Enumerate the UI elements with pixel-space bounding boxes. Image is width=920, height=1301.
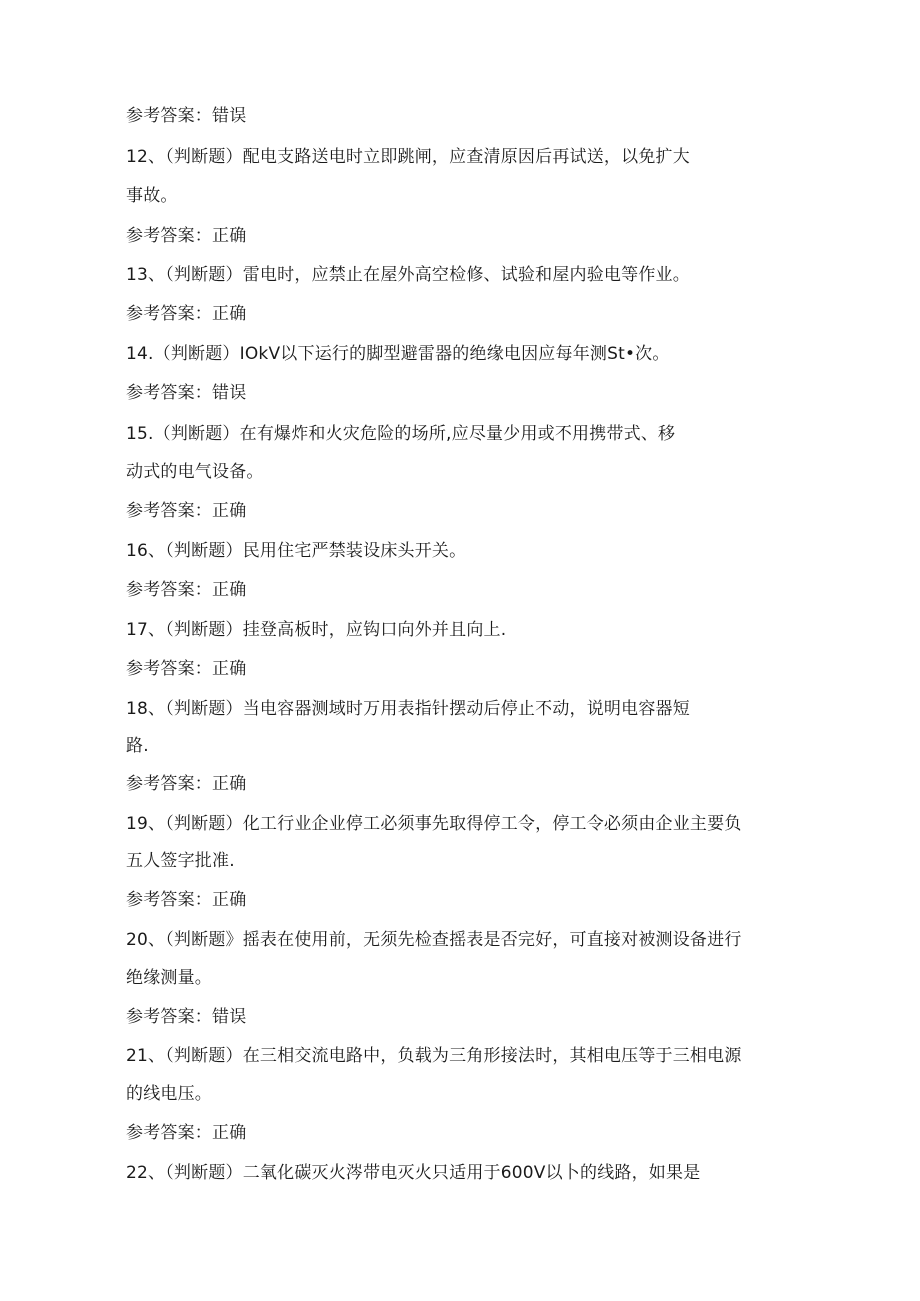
question-line: 15.（判断题）在有爆炸和火灾危险的场所,应尽量少用或不用携带式、移 [126, 424, 676, 444]
answer-line: 参考答案：正确 [126, 659, 247, 679]
question-line: 20、（判断题》摇表在使用前，无须先检查摇表是否完好，可直接对被测设备进行 [126, 930, 742, 950]
question-continuation: 事故。 [126, 186, 178, 206]
answer-line: 参考答案：错误 [126, 1007, 247, 1027]
answer-line: 参考答案：正确 [126, 501, 247, 521]
question-continuation: 动式的电气设备。 [126, 462, 264, 482]
answer-line: 参考答案：正确 [126, 226, 247, 246]
question-continuation: 五人签字批准. [126, 851, 235, 871]
question-line: 14.（判断题）IOkV以下运行的脚型避雷器的绝缘电因应每年测St•次。 [126, 344, 670, 364]
question-continuation: 的线电压。 [126, 1084, 212, 1104]
question-continuation: 绝缘测量。 [126, 968, 212, 988]
question-line: 18、（判断题）当电容器测域时万用表指针摆动后停止不动，说明电容器短 [126, 699, 690, 719]
question-line: 12、（判断题）配电支路送电时立即跳闸，应查清原因后再试送，以免扩大 [126, 147, 690, 167]
question-line: 21、（判断题）在三相交流电路中，负载为三角形接法时，其相电压等于三相电源 [126, 1046, 742, 1066]
question-continuation: 路. [126, 736, 149, 756]
answer-line: 参考答案：正确 [126, 580, 247, 600]
answer-line: 参考答案：正确 [126, 1123, 247, 1143]
answer-line: 参考答案：错误 [126, 106, 247, 126]
question-line: 17、（判断题）挂登高板时，应钩口向外并且向上. [126, 620, 507, 640]
answer-line: 参考答案：正确 [126, 304, 247, 324]
answer-line: 参考答案：正确 [126, 890, 247, 910]
question-line: 22、（判断题）二氧化碳灭火涔带电灭火只适用于600V以卜的线路，如果是 [126, 1163, 701, 1183]
answer-line: 参考答案：正确 [126, 774, 247, 794]
answer-line: 参考答案：错误 [126, 383, 247, 403]
question-line: 16、（判断题）民用住宅严禁装设床头开关。 [126, 541, 467, 561]
question-line: 19、（判断题）化工行业企业停工必须事先取得停工令，停工令必须由企业主要负 [126, 814, 742, 834]
question-line: 13、（判断题）雷电时，应禁止在屋外高空检修、试验和屋内验电等作业。 [126, 265, 690, 285]
